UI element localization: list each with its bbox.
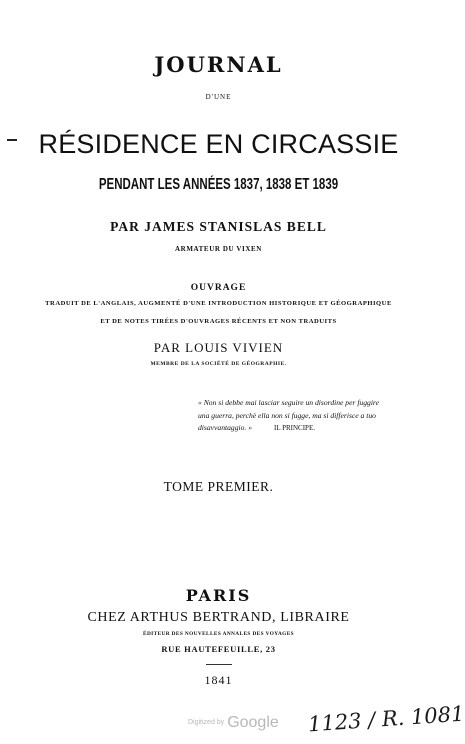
translator-byline: PAR LOUIS VIVIEN [153,340,284,355]
title-journal: JOURNAL [154,52,283,77]
translation-line-2: ET DE NOTES TIRÉES D'OUVRAGES RÉCENTS ET NON TRADUITS [100,318,337,325]
imprint-city: PARIS [185,586,252,605]
author-role: ARMATEUR DU VIXEN [175,245,262,253]
imprint-publisher-note: ÉDITEUR DES NOUVELLES ANNALES DES VOYAGES [143,631,294,637]
title-dune: D'UNE [205,93,232,101]
ouvrage-label: OUVRAGE [190,283,247,293]
translator-role: MEMBRE DE LA SOCIÉTÉ DE GÉOGRAPHIE. [150,361,287,367]
imprint-publisher: CHEZ ARTHUS BERTRAND, LIBRAIRE [87,610,350,625]
imprint-year: 1841 [204,673,233,687]
handwritten-shelfmark: 1123 / R. 1081 [307,701,465,737]
epigraph-line-1: « Non si debbe mai lasciar seguire un disordine per fuggire [198,398,379,407]
epigraph-attribution: IL PRINCIPE. [274,424,315,432]
translation-line-1: TRADUIT DE L'ANGLAIS, AUGMENTÉ D'UNE INTRODUCTION HISTORIQUE ET GÉOGRAPHIQUE [45,300,392,307]
epigraph-line-3-wrap [198,422,428,435]
google-watermark [188,714,279,732]
epigraph [198,397,428,435]
title-years: PENDANT LES ANNÉES 1837, 1838 ET 1839 [98,176,339,194]
divider-rule [206,664,232,665]
author-byline: PAR JAMES STANISLAS BELL [110,219,327,234]
volume-label: TOME PREMIER. [163,479,274,494]
watermark-prefix: Digitized by [188,719,225,727]
epigraph-line-3: disavvantaggio. » [198,423,252,432]
watermark-brand: Google [227,714,279,731]
title-main: RÉSIDENCE EN CIRCASSIE [38,129,399,159]
epigraph-line-2: una guerra, perchè ella non si fugge, ma si differisce a tuo [198,410,376,420]
imprint-address: RUE HAUTEFEUILLE, 23 [161,644,276,654]
